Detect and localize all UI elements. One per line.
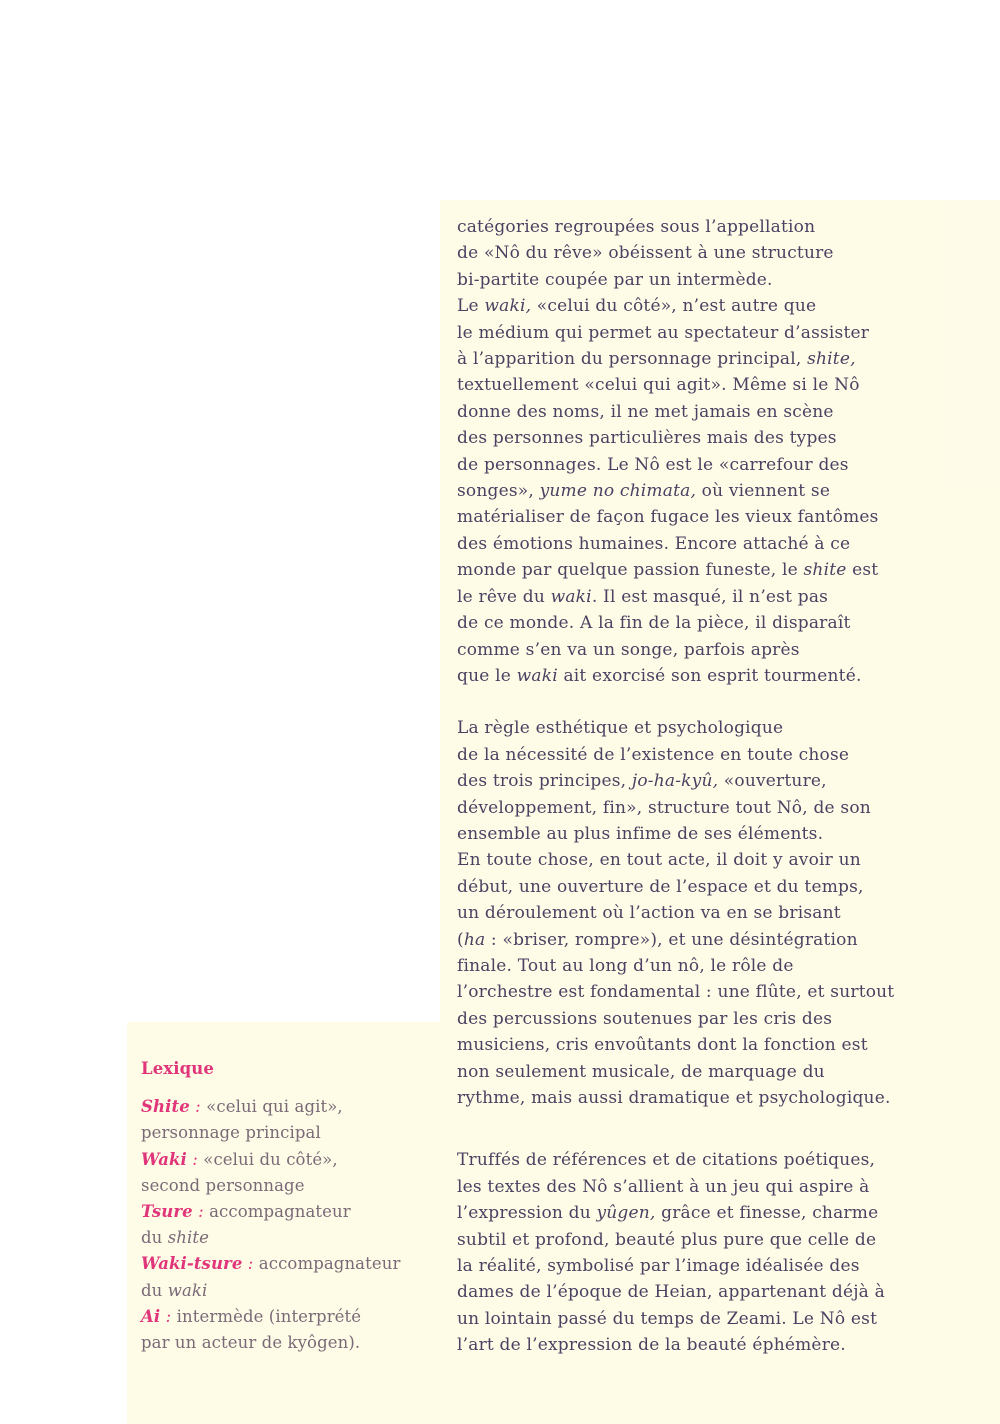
lexique-term: Tsure <box>141 1202 193 1222</box>
text-segment: à l’apparition du personnage principal, <box>457 349 808 370</box>
lexique-term-separator: : <box>160 1306 172 1326</box>
italic-term: shite, <box>807 349 856 370</box>
text-line: des percussions soutenues par les cris des <box>457 1008 833 1029</box>
text-line: de la nécessité de l’existence en toute chose <box>457 744 850 765</box>
lexique-definition: «celui du côté», <box>197 1149 338 1169</box>
text-line: des émotions humaines. Encore attaché à ce <box>457 533 851 554</box>
text-line: non seulement musicale, de marquage du <box>457 1061 825 1082</box>
text-line: La règle esthétique et psychologique <box>457 718 784 739</box>
lexique-term: Waki-tsure <box>141 1254 243 1274</box>
text-line: ensemble au plus infime de ses éléments. <box>457 823 824 844</box>
text-line: la réalité, symbolisé par l’image idéalisée des <box>457 1256 860 1277</box>
text-line: donne des noms, il ne met jamais en scène <box>457 401 834 422</box>
text-line <box>457 663 937 689</box>
text-segment: songes», <box>457 481 540 502</box>
lexique-term: Shite <box>141 1097 190 1117</box>
lexique-definition: accompagnateur <box>253 1254 401 1274</box>
text-segment: que le <box>457 665 517 686</box>
text-segment: l’expression du <box>457 1203 597 1224</box>
lexique-line <box>141 1225 431 1251</box>
lexique-text: du <box>141 1280 168 1300</box>
text-segment: est <box>846 560 879 581</box>
text-line: Truffés de références et de citations poétiques, <box>457 1150 876 1171</box>
lexique-text: du <box>141 1228 168 1248</box>
text-line <box>457 584 937 610</box>
text-segment: ( <box>457 929 464 950</box>
text-line: matérialiser de façon fugace les vieux fantômes <box>457 507 879 528</box>
text-line <box>457 478 937 504</box>
lexique-line: par un acteur de kyôgen). <box>141 1333 361 1353</box>
italic-term: ha <box>463 929 486 950</box>
italic-term: yûgen, <box>596 1203 656 1224</box>
text-line <box>457 557 937 583</box>
text-line: textuellement «celui qui agit». Même si le Nô <box>457 375 860 396</box>
lexique-line <box>141 1094 431 1120</box>
text-segment: où viennent se <box>696 481 831 502</box>
text-line <box>457 293 937 319</box>
text-line: de personnages. Le Nô est le «carrefour des <box>457 454 849 475</box>
text-line: En toute chose, en tout acte, il doit y avoir un <box>457 850 861 871</box>
text-segment: des trois principes, <box>457 771 632 792</box>
lexique-definition: «celui qui agit», <box>200 1097 343 1117</box>
text-line: rythme, mais aussi dramatique et psychologique. <box>457 1088 891 1108</box>
text-line: catégories regroupées sous l’appellation <box>457 217 816 237</box>
text-segment: «celui du côté», n’est autre que <box>531 296 817 317</box>
text-segment: «ouverture, <box>718 771 827 792</box>
text-line: de «Nô du rêve» obéissent à une structure <box>457 243 834 264</box>
text-segment: Le <box>457 296 485 317</box>
text-line: finale. Tout au long d’un nô, le rôle de <box>457 955 794 976</box>
lexique-line: personnage principal <box>141 1123 321 1143</box>
text-line: comme s’en va un songe, parfois après <box>457 639 800 660</box>
text-line: l’orchestre est fondamental : une flûte, et surtout <box>457 982 895 1003</box>
lexique-italic-term: shite <box>167 1228 210 1248</box>
lexique-italic-term: waki <box>167 1280 208 1300</box>
text-line <box>457 927 937 953</box>
lexique-term-separator: : <box>242 1254 254 1274</box>
italic-term: jo-ha-kyû, <box>631 771 719 792</box>
paragraph-yugen <box>457 1147 937 1358</box>
paragraph-dream-no <box>457 214 937 689</box>
lexique-term: Waki <box>141 1149 187 1169</box>
text-line: musiciens, cris envoûtants dont la fonction est <box>457 1035 868 1056</box>
text-segment: monde par quelque passion funeste, le <box>457 560 804 581</box>
lexique-term: Ai <box>141 1306 161 1326</box>
text-line <box>457 1200 937 1226</box>
lexique-line <box>141 1304 431 1330</box>
italic-term: waki, <box>484 296 532 317</box>
lexique-line: second personnage <box>141 1175 305 1195</box>
text-line: de ce monde. A la fin de la pièce, il disparaît <box>457 613 851 634</box>
italic-term: yume no chimata, <box>539 481 697 502</box>
italic-term: shite <box>803 560 847 581</box>
page-background-step <box>940 200 1000 490</box>
lexique-term-separator: : <box>186 1149 198 1169</box>
main-text-column <box>457 214 937 1359</box>
text-line: développement, fin», structure tout Nô, de son <box>457 797 871 818</box>
paragraph-jo-ha-kyu <box>457 715 937 1111</box>
text-segment: . Il est masqué, il n’est pas <box>591 586 829 607</box>
lexique-sidebar <box>141 1056 431 1356</box>
text-line: un lointain passé du temps de Zeami. Le Nô est <box>457 1308 878 1329</box>
text-line: le médium qui permet au spectateur d’assister <box>457 322 870 343</box>
italic-term: waki <box>550 586 592 607</box>
lexique-line <box>141 1251 431 1277</box>
lexique-line <box>141 1278 431 1304</box>
lexique-line <box>141 1147 431 1173</box>
lexique-term-separator: : <box>192 1202 204 1222</box>
lexique-term-separator: : <box>189 1097 201 1117</box>
text-line: dames de l’époque de Heian, appartenant déjà à <box>457 1282 885 1303</box>
lexique-definition: intermède (interprété <box>171 1306 362 1326</box>
text-line: des personnes particulières mais des types <box>457 428 837 449</box>
text-line: début, une ouverture de l’espace et du temps, <box>457 876 864 897</box>
text-line: bi-partite coupée par un intermède. <box>457 269 773 290</box>
text-segment: le rêve du <box>457 586 551 607</box>
text-segment: : «briser, rompre»), et une désintégration <box>485 929 858 950</box>
text-line: les textes des Nô s’allient à un jeu qui aspire à <box>457 1176 870 1197</box>
text-segment: grâce et finesse, charme <box>655 1203 879 1224</box>
lexique-entries <box>141 1094 431 1356</box>
text-line <box>457 346 937 372</box>
italic-term: waki <box>516 665 558 686</box>
text-line <box>457 768 937 794</box>
text-line: l’art de l’expression de la beauté éphémère. <box>457 1335 846 1356</box>
text-segment: ait exorcisé son esprit tourmenté. <box>557 665 862 686</box>
lexique-title: Lexique <box>141 1059 214 1078</box>
lexique-definition: accompagnateur <box>203 1202 351 1222</box>
lexique-line <box>141 1199 431 1225</box>
text-line: subtil et profond, beauté plus pure que celle de <box>457 1229 877 1250</box>
text-line: un déroulement où l’action va en se brisant <box>457 903 841 924</box>
